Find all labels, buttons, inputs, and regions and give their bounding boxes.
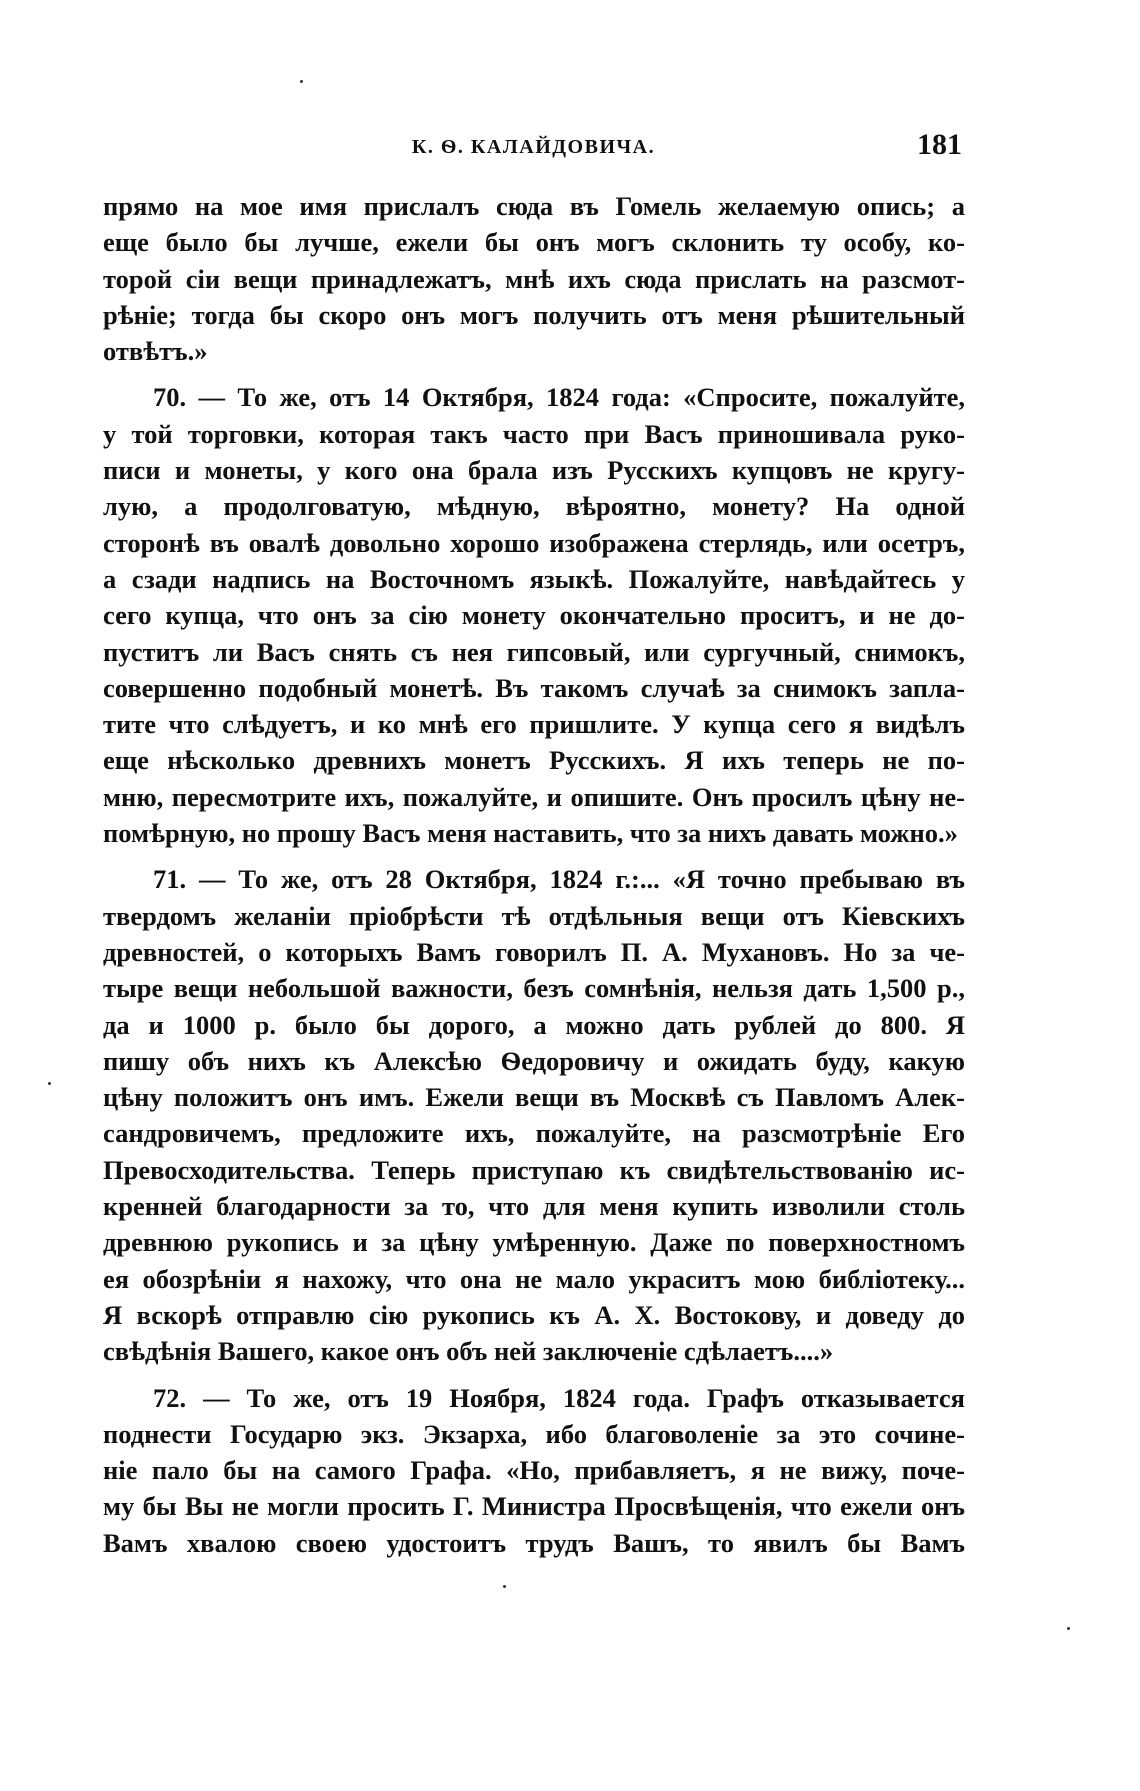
text-line: твердомъ желаніи пріобрѣсти тѣ отдѣльныя вещи отъ Кіевскихъ: [103, 900, 965, 931]
text-line: прямо на мое имя прислалъ сюда въ Гомель желаемую опись; а: [103, 191, 965, 221]
text-line: ніе пало бы на самого Графа. «Но, прибавляетъ, я не вижу, поче-: [103, 1455, 965, 1486]
text-line: сандровичемъ, предложите ихъ, пожалуйте, на разсмотрѣніе Его: [103, 1118, 965, 1149]
page-number: 181: [917, 128, 962, 161]
text-line: у той торговки, которая такъ часто при Васъ приношивала руко-: [103, 418, 965, 449]
text-line: му бы Вы не могли просить Г. Министра Просвѣщенія, что ежели онъ: [103, 1491, 965, 1522]
text-line: [103, 861, 965, 897]
text-line: помѣрную, но прошу Васъ меня наставить, что за нихъ давать можно.»: [103, 818, 958, 849]
text-line-content: 72. — То же, отъ 19 Ноября, 1824 года. Графъ отказывается: [153, 1382, 965, 1413]
paragraph-70: [103, 379, 965, 851]
text-line: еще нѣсколько древнихъ монетъ Русскихъ. Я ихъ теперь не по-: [103, 745, 965, 776]
paragraph-1: [103, 188, 965, 369]
text-line: [103, 1380, 965, 1416]
text-line: цѣну положитъ онъ имъ. Ежели вещи въ Москвѣ съ Павломъ Алек-: [103, 1082, 965, 1113]
text-line: тите что слѣдуетъ, и ко мнѣ его пришлите. У купца сего я видѣлъ: [103, 709, 965, 740]
text-line-content: 71. — То же, отъ 28 Октября, 1824 г.:... «Я точно пребываю въ: [153, 864, 965, 895]
text-line: совершенно подобный монетѣ. Въ такомъ случаѣ за снимокъ запла-: [103, 672, 965, 703]
text-line-content: 70. — То же, отъ 14 Октября, 1824 года: «Спросите, пожалуйте,: [153, 382, 965, 413]
text-line: лую, а продолговатую, мѣдную, вѣроятно, монету? На одной: [103, 491, 965, 522]
speck-mark: [503, 1585, 506, 1588]
text-line: сторонѣ въ овалѣ довольно хорошо изображена стерлядь, или осетръ,: [103, 527, 965, 558]
text-line: еще было бы лучше, ежели бы онъ могъ склонить ту особу, ко-: [103, 227, 965, 258]
speck-mark: [1067, 1627, 1070, 1630]
text-line: Вамъ хвалою своею удостоитъ трудъ Вашъ, то явилъ бы Вамъ: [103, 1527, 965, 1558]
page-header: [105, 128, 962, 168]
text-line: тыре вещи небольшой важности, безъ сомнѣнія, нельзя дать 1,500 р.,: [103, 973, 965, 1004]
text-line: рѣніе; тогда бы скоро онъ могъ получить отъ меня рѣшительный: [103, 299, 965, 330]
text-line: [103, 379, 965, 415]
speck-mark: [48, 1082, 51, 1085]
text-line: а сзади надпись на Восточномъ языкѣ. Пожалуйте, навѣдайтесь у: [103, 563, 965, 594]
text-line: древностей, о которыхъ Вамъ говорилъ П. А. Мухановъ. Но за че-: [103, 936, 965, 967]
text-line: древнюю рукопись и за цѣну умѣренную. Даже по поверхностномъ: [103, 1227, 965, 1258]
text-line: писи и монеты, у кого она брала изъ Русскихъ купцовъ не кругу-: [103, 455, 965, 486]
body-text: [103, 188, 965, 1561]
text-line: ея обозрѣніи я нахожу, что она не мало украситъ мою библіотеку...: [103, 1263, 965, 1294]
paragraph-72: [103, 1380, 965, 1561]
text-line: пишу объ нихъ къ Алексѣю Ѳедоровичу и ожидать буду, какую: [103, 1045, 965, 1076]
text-line: пуститъ ли Васъ снять съ нея гипсовый, или сургучный, снимокъ,: [103, 636, 965, 667]
text-line: мню, пересмотрите ихъ, пожалуйте, и опишите. Онъ просилъ цѣну не-: [103, 781, 965, 812]
text-line: отвѣтъ.»: [103, 336, 208, 367]
text-line: кренней благодарности за то, что для меня купить изволили столь: [103, 1191, 965, 1222]
running-head: К. Ѳ. КАЛАЙДОВИЧА.: [411, 136, 656, 158]
text-line: Превосходительства. Теперь приступаю къ свидѣтельствованію ис-: [103, 1154, 965, 1185]
text-line: поднести Государю экз. Экзарха, ибо благоволеніе за это сочине-: [103, 1418, 965, 1449]
text-line: торой сіи вещи принадлежатъ, мнѣ ихъ сюда прислать на разсмот-: [103, 263, 965, 294]
paragraph-71: [103, 861, 965, 1369]
text-line: Я вскорѣ отправлю сію рукопись къ А. Х. Востокову, и доведу до: [103, 1299, 965, 1330]
text-line: свѣдѣнія Вашего, какое онъ объ ней заключеніе сдѣлаетъ....»: [103, 1336, 834, 1367]
speck-mark: [300, 80, 303, 83]
text-line: сего купца, что онъ за сію монету окончательно проситъ, и не до-: [103, 600, 965, 631]
text-line: да и 1000 р. было бы дорого, а можно дать рублей до 800. Я: [103, 1009, 965, 1040]
